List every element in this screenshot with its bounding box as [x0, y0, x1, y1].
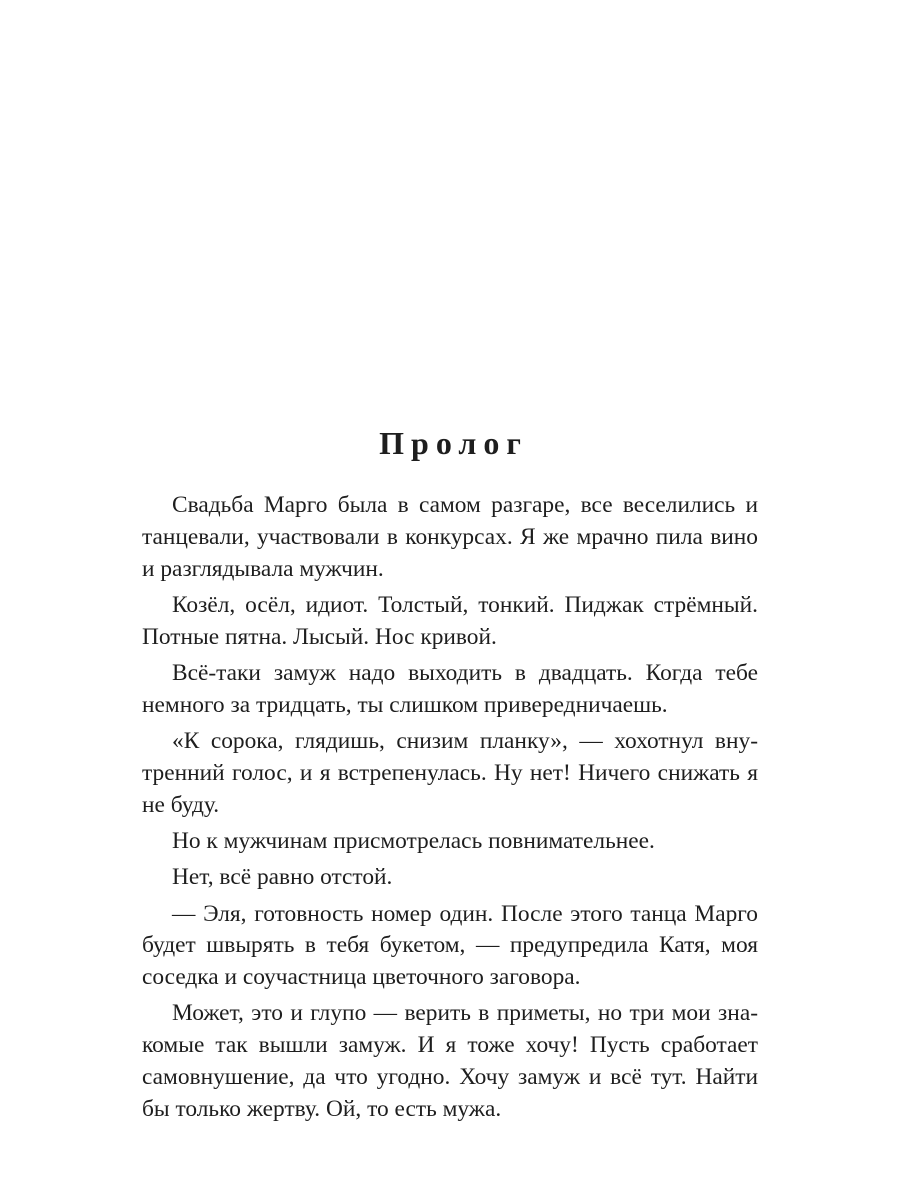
paragraph: — Эля, готовность номер один. После этого танца Марго будет швырять в тебя букетом, — предупредила Катя, моя соседка и соучастница цветочного заговора. [142, 900, 758, 991]
paragraph: Но к мужчинам присмотрелась повнимательнее. [172, 827, 655, 854]
paragraph: Нет, всё равно отстой. [172, 864, 393, 891]
chapter-title: Пролог [379, 425, 528, 461]
paragraph: Всё-таки замуж надо выходить в двадцать. Когда тебе немного за тридцать, ты слишком привередничаешь. [142, 659, 758, 718]
paragraph: Может, это и глупо — верить в приметы, но три мои знакомые так вышли замуж. И я тоже хочу! Пусть сработает самовнушение, да что угодно. Хочу замуж и всё тут. Найти бы только жертву. Ой, то есть мужа. [142, 1000, 758, 1122]
paragraph: «К сорока, глядишь, снизим планку», — хохотнул внутренний голос, и я встрепенулась. Ну нет! Ничего снижать я не буду. [142, 728, 758, 818]
paragraph: Свадьба Марго была в самом разгаре, все веселились и танцевали, участвовали в конкурсах. Я же мрачно пила вино и разглядывала мужчин. [142, 492, 758, 582]
paragraph: Козёл, осёл, идиот. Толстый, тонкий. Пиджак стрёмный. Потные пятна. Лысый. Нос кривой. [142, 591, 758, 650]
chapter-body [142, 490, 758, 1130]
